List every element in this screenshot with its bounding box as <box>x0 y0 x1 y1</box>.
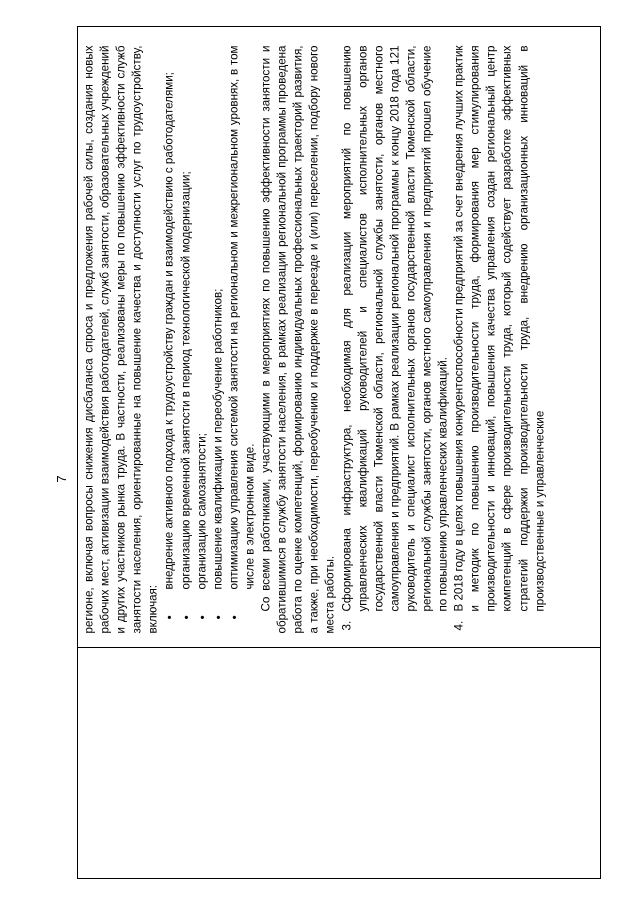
item-number: 3. <box>339 620 353 630</box>
list-item: • повышение квалификации и переобучение работников; <box>210 45 226 633</box>
rotated-table-row <box>79 40 599 865</box>
document-body <box>81 45 548 633</box>
list-item: • организацию самозанятости; <box>194 45 210 633</box>
page-number: 7 <box>54 475 69 483</box>
numbered-list <box>339 45 548 633</box>
list-item: • оптимизацию управления системой занятости на региональном и межрегиональном уровнях, в том числе в электронном виде. <box>226 45 258 633</box>
list-item: • организацию временной занятости в период технологической модернизации; <box>178 45 194 633</box>
numbered-item <box>451 45 548 633</box>
numbered-item <box>339 45 452 633</box>
item-text: Сформирована инфраструктура, необходимая для реализации мероприятий по повышению управленческих квалификаций руководителей и специалистов исполнительных органов государственной власти Тюменской области, региональной службы занятости, органов местного самоуправления и предприятий. В рамках реализации региональной программы к концу 2018 года 121 руководитель и специалист исполнительных органов государственной власти Тюменской области, региональной службы занятости, органов местного самоуправления и предприятий прошел обучение по повышению управленческих квалификаций. <box>339 45 450 611</box>
list-item: • внедрение активного подхода к трудоустройству граждан и взаимодействию с работодателями; <box>161 45 177 633</box>
rotated-content-area <box>78 27 600 878</box>
measures-list <box>161 45 258 633</box>
body-paragraph: Со всеми работниками, участвующими в мероприятиях по повышению эффективности занятости и обратившимися в службу занятости населения, в рамках реализации региональной программы проведена работа по оценке компетенций, формированию индивидуальных профессиональных траекторий развития, а также, при необходимости, переобучению и поддержке в переезде и (или) переселении, подбору нового места работы. <box>259 45 337 633</box>
empty-left-column <box>79 640 599 865</box>
item-number: 4. <box>452 620 466 630</box>
intro-paragraph: регионе, включая вопросы снижения дисбаланса спроса и предложения рабочей силы, создания новых рабочих мест, активизации взаимодействия работодателей, служб занятости, образовательных учреждений и других участников рынка труда. В частности, реализованы меры по повышению эффективности служб занятости населения, ориентированные на повышение качества и доступности услуг по трудоустройству, включая: <box>82 45 160 633</box>
item-text: В 2018 году в целях повышения конкурентоспособности предприятий за счет внедрения лучших практик и методик по повышению производительности труда, формирования мер стимулирования производительности и инноваций, повышения качества управления создан региональный центр компетенций в сфере производительности труда, который содействует разработке эффективных стратегий поддержки производительности труда, внедрению организационных инноваций в производственные и управленческие <box>452 45 546 611</box>
